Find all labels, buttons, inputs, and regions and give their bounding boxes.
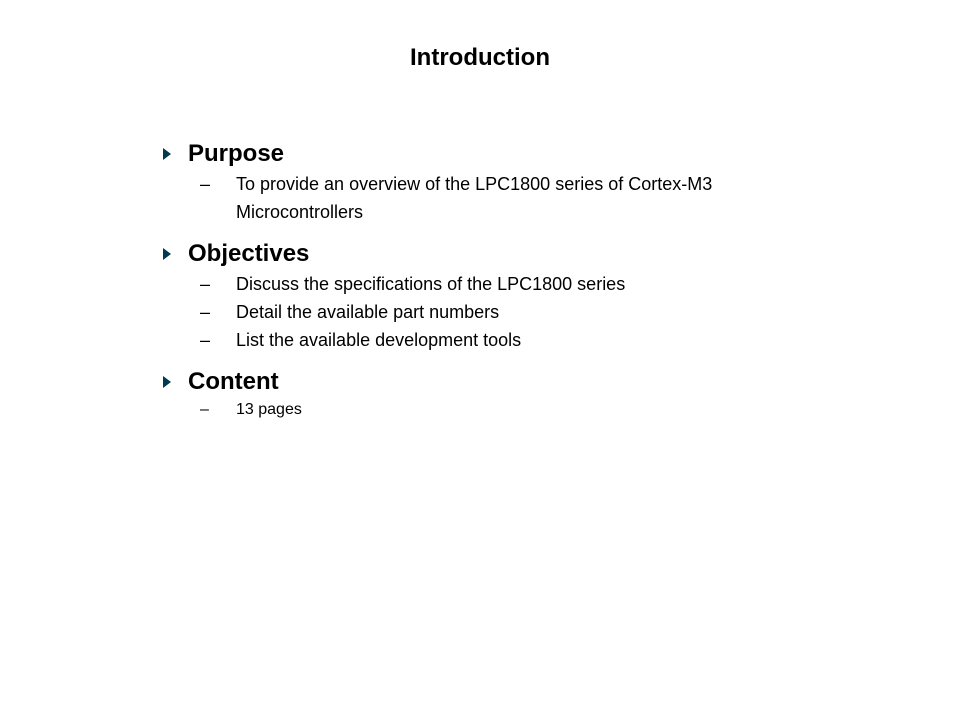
list-item-text: Detail the available part numbers <box>236 302 500 322</box>
list-item-text: 13 pages <box>236 401 302 418</box>
section-label: Objectives <box>188 240 310 267</box>
list-item <box>163 298 803 326</box>
sub-list <box>163 398 803 422</box>
triangle-right-icon <box>163 238 188 270</box>
list-item <box>163 398 803 422</box>
section-purpose <box>163 138 803 226</box>
slide-content <box>163 138 803 434</box>
list-item-text: To provide an overview of the LPC1800 series of Cortex-M3 Microcontrollers <box>236 174 713 222</box>
dash-bullet: – <box>200 330 211 350</box>
dash-bullet: – <box>200 401 209 418</box>
list-item <box>163 326 803 354</box>
list-item <box>163 270 803 298</box>
section-heading <box>163 238 803 270</box>
slide-title: Introduction <box>410 44 550 71</box>
list-item-text: Discuss the specifications of the LPC1800 series <box>236 274 626 294</box>
triangle-right-icon <box>163 366 188 398</box>
list-item-text: List the available development tools <box>236 330 522 350</box>
dash-bullet: – <box>200 274 211 294</box>
list-item <box>163 170 803 226</box>
sub-list <box>163 270 803 354</box>
section-content <box>163 366 803 422</box>
dash-bullet: – <box>200 302 211 322</box>
triangle-right-icon <box>163 138 188 170</box>
section-heading <box>163 366 803 398</box>
section-label: Content <box>188 368 279 395</box>
dash-bullet: – <box>200 174 211 194</box>
sub-list <box>163 170 803 226</box>
section-heading <box>163 138 803 170</box>
section-objectives <box>163 238 803 354</box>
section-label: Purpose <box>188 140 285 167</box>
